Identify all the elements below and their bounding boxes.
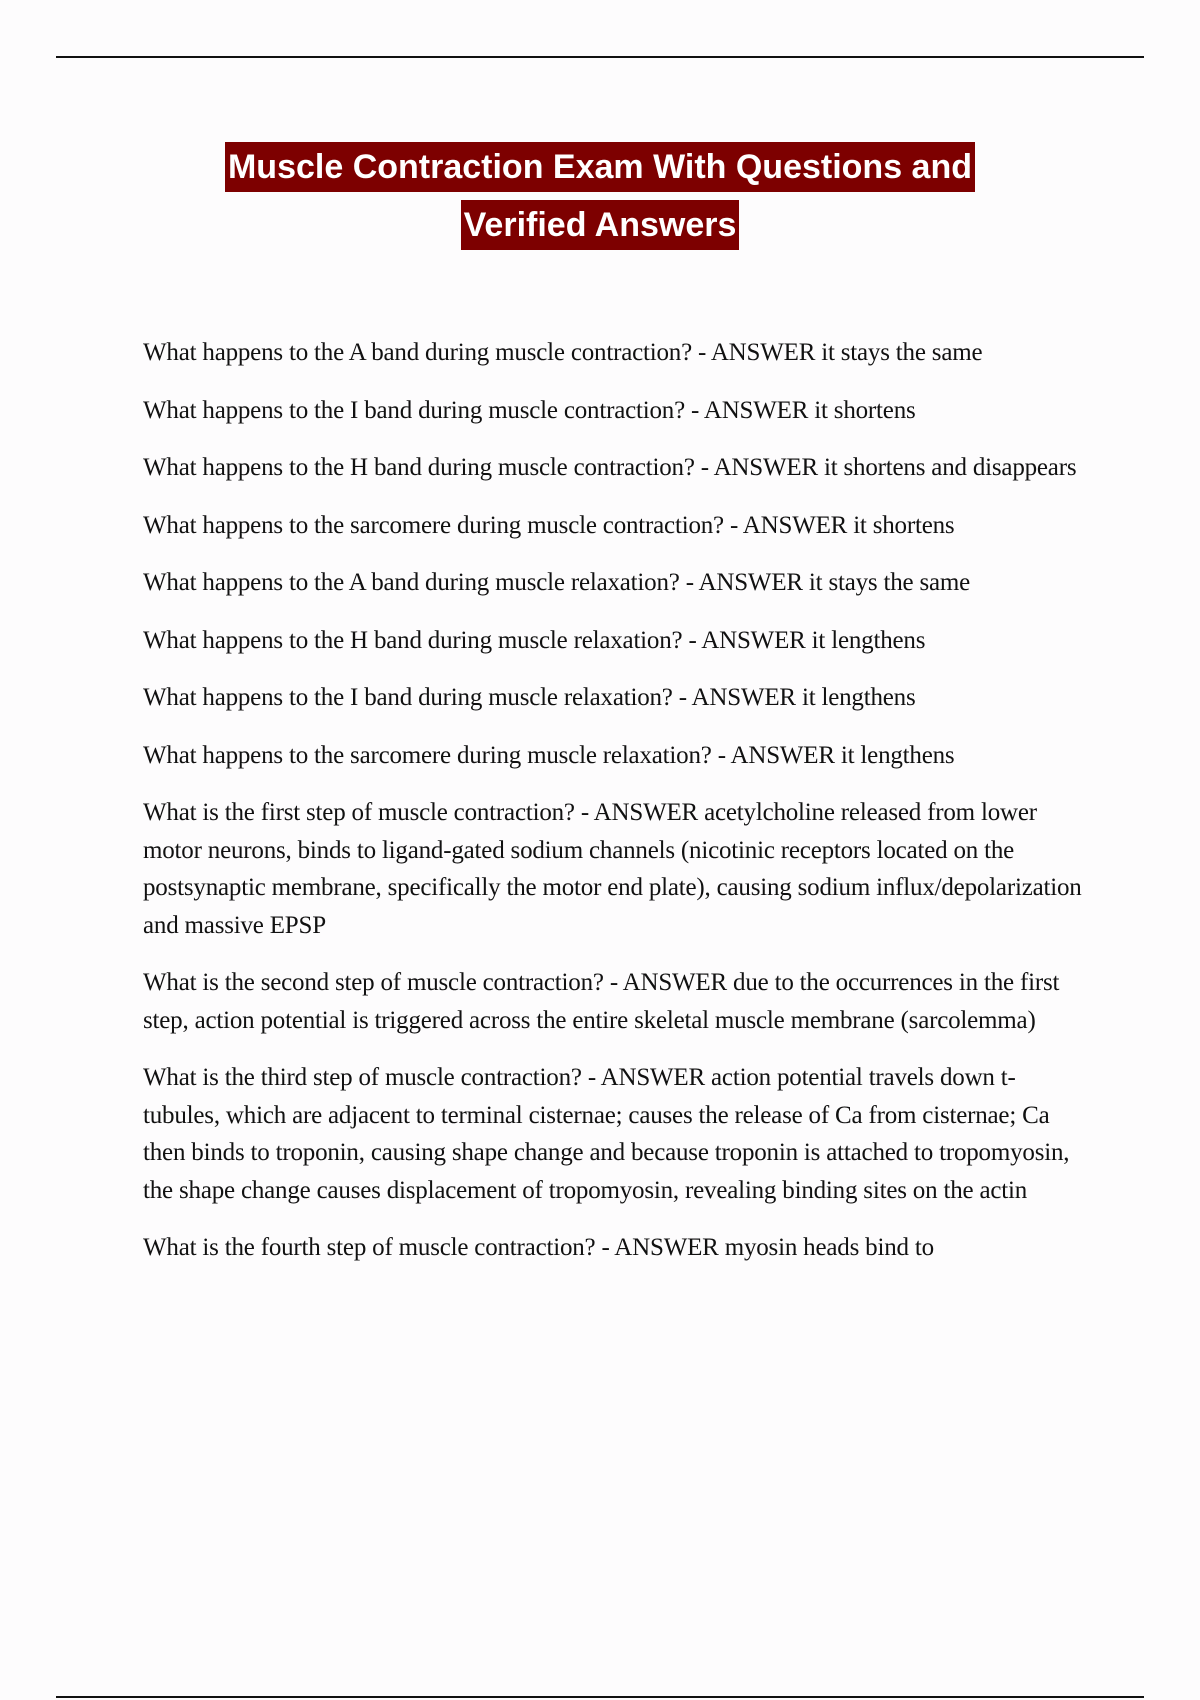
qa-item: What happens to the H band during muscle relaxation? - ANSWER it lengthens	[143, 626, 926, 654]
qa-item: What happens to the H band during muscle contraction? - ANSWER it shortens and disappears	[143, 454, 1077, 481]
qa-item: What is the fourth step of muscle contraction? - ANSWER myosin heads bind to	[143, 1234, 934, 1261]
qa-item: What happens to the I band during muscle contraction? - ANSWER it shortens	[143, 396, 916, 424]
qa-item: What happens to the sarcomere during muscle relaxation? - ANSWER it lengthens	[143, 741, 955, 769]
qa-item: What happens to the A band during muscle contraction? - ANSWER it stays the same	[143, 339, 983, 366]
title-line-2: Verified Answers	[461, 200, 740, 250]
footer-rule	[56, 1696, 1144, 1698]
qa-item: What happens to the A band during muscle relaxation? - ANSWER it stays the same	[143, 569, 971, 596]
qa-item: What is the second step of muscle contraction? - ANSWER due to the occurrences in the first step, action potential is triggered across the entire skeletal muscle membrane (sarcolemma)	[143, 969, 1060, 1034]
qa-list	[143, 334, 1083, 1287]
qa-item: What is the third step of muscle contraction? - ANSWER action potential travels down t-tubules, which are adjacent to terminal cisternae; causes the release of Ca from cisternae; Ca then binds to troponin, causing shape change and because troponin is attached to tropomyosin, the shape change causes displacement of tropomyosin, revealing binding sites on the actin	[143, 1064, 1070, 1204]
qa-item: What happens to the I band during muscle relaxation? - ANSWER it lengthens	[143, 684, 916, 711]
qa-item: What happens to the sarcomere during muscle contraction? - ANSWER it shortens	[143, 511, 955, 539]
document-title	[0, 142, 1200, 258]
title-line-1: Muscle Contraction Exam With Questions and	[225, 142, 975, 192]
qa-item: What is the first step of muscle contraction? - ANSWER acetylcholine released from lower motor neurons, binds to ligand-gated sodium channels (nicotinic receptors located on the postsynaptic membrane, specifically the motor end plate), causing sodium influx/depolarization and massive EPSP	[143, 799, 1082, 939]
header-rule	[56, 56, 1144, 58]
